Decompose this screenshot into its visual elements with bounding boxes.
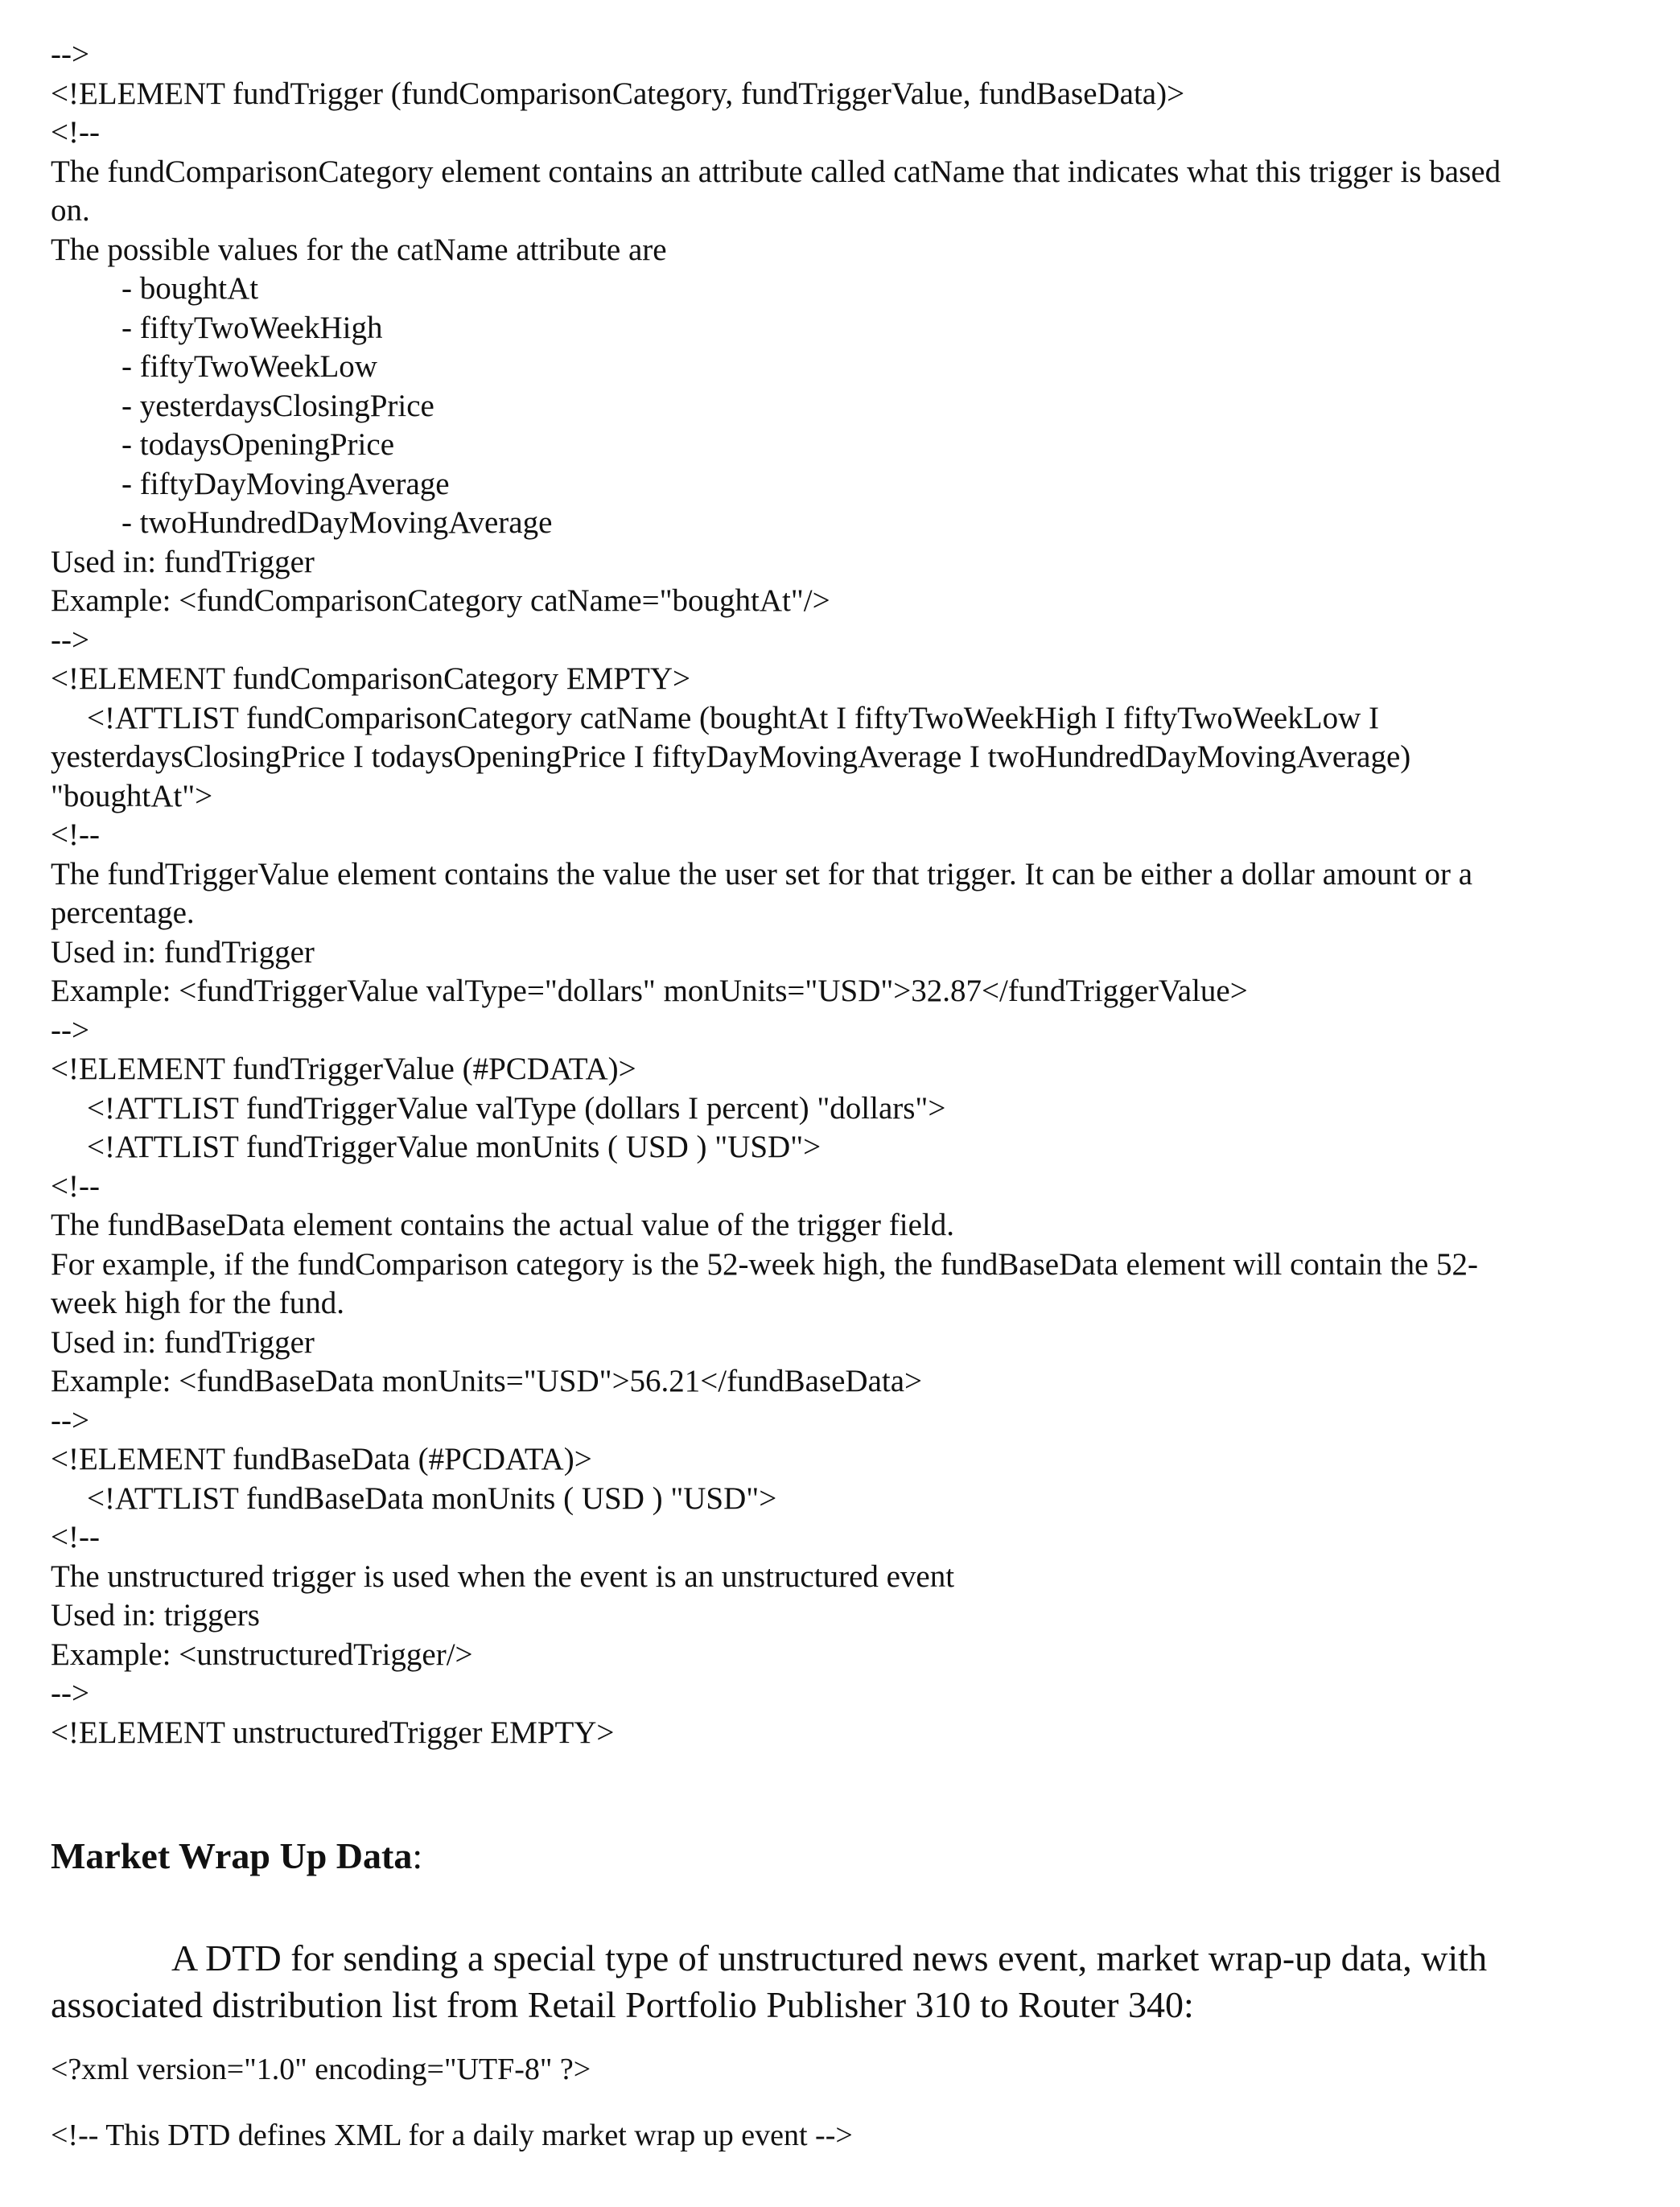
code-line: Example: <fundComparisonCategory catName="boughtAt"/> (51, 582, 1652, 621)
dtd-code-block (51, 35, 1652, 1752)
code-line: The fundBaseData element contains the actual value of the trigger field. (51, 1206, 1652, 1246)
code-line: The fundTriggerValue element contains the value the user set for that trigger. It can be either a dollar amount or a (51, 855, 1652, 895)
code-line: <!ATTLIST fundTriggerValue valType (dollars I percent) "dollars"> (51, 1089, 1652, 1129)
list-item: - yesterdaysClosingPrice (51, 387, 1652, 426)
code-line: Used in: fundTrigger (51, 1324, 1652, 1363)
code-line: week high for the fund. (51, 1284, 1652, 1324)
code-line: --> (51, 621, 1652, 661)
section-heading (51, 1834, 422, 1877)
section-heading-colon: : (412, 1835, 422, 1876)
code-line: on. (51, 191, 1652, 231)
code-line: Used in: triggers (51, 1596, 1652, 1636)
code-line: The possible values for the catName attribute are (51, 231, 1652, 270)
code-line: --> (51, 1402, 1652, 1441)
code-line: Example: <fundBaseData monUnits="USD">56.21</fundBaseData> (51, 1362, 1652, 1402)
code-line: The unstructured trigger is used when the event is an unstructured event (51, 1558, 1652, 1597)
code-line: --> (51, 35, 1652, 75)
code-line: <!ELEMENT fundBaseData (#PCDATA)> (51, 1440, 1652, 1480)
dtd-comment: <!-- This DTD defines XML for a daily market wrap up event --> (51, 2118, 853, 2153)
list-item: - fiftyDayMovingAverage (51, 465, 1652, 504)
list-item: - boughtAt (51, 270, 1652, 309)
code-line: <!ATTLIST fundTriggerValue monUnits ( USD ) "USD"> (51, 1128, 1652, 1167)
code-line: <!-- (51, 1518, 1652, 1558)
code-line: Example: <unstructuredTrigger/> (51, 1636, 1652, 1675)
code-line: --> (51, 1674, 1652, 1714)
code-line: <!ELEMENT unstructuredTrigger EMPTY> (51, 1714, 1652, 1753)
code-line: Used in: fundTrigger (51, 933, 1652, 973)
code-line: yesterdaysClosingPrice I todaysOpeningPrice I fiftyDayMovingAverage I twoHundredDayMovingAverage) (51, 738, 1652, 777)
code-line: <!ELEMENT fundComparisonCategory EMPTY> (51, 660, 1652, 699)
section-paragraph: A DTD for sending a special type of unstructured news event, market wrap-up data, with associated distribution list from Retail Portfolio Publisher 310 to Router 340: (51, 1935, 1628, 2028)
code-line: <!ELEMENT fundTrigger (fundComparisonCategory, fundTriggerValue, fundBaseData)> (51, 75, 1652, 114)
code-line: <!-- (51, 113, 1652, 153)
section-heading-text: Market Wrap Up Data (51, 1835, 412, 1876)
code-line: percentage. (51, 894, 1652, 933)
code-line: <!-- (51, 816, 1652, 855)
code-line: <!ATTLIST fundComparisonCategory catName (boughtAt I fiftyTwoWeekHigh I fiftyTwoWeekLow I (51, 699, 1652, 739)
code-line: The fundComparisonCategory element contains an attribute called catName that indicates what this trigger is based (51, 153, 1652, 192)
code-line: <!-- (51, 1167, 1652, 1207)
code-line: <!ATTLIST fundBaseData monUnits ( USD ) "USD"> (51, 1480, 1652, 1519)
code-line: Used in: fundTrigger (51, 543, 1652, 583)
code-line: For example, if the fundComparison category is the 52-week high, the fundBaseData element will contain the 52- (51, 1246, 1652, 1285)
list-item: - todaysOpeningPrice (51, 426, 1652, 465)
list-item: - twoHundredDayMovingAverage (51, 504, 1652, 543)
code-line: <!ELEMENT fundTriggerValue (#PCDATA)> (51, 1050, 1652, 1089)
code-line: "boughtAt"> (51, 777, 1652, 817)
xml-declaration: <?xml version="1.0" encoding="UTF-8" ?> (51, 2052, 591, 2087)
code-line: --> (51, 1011, 1652, 1051)
list-item: - fiftyTwoWeekLow (51, 348, 1652, 387)
list-item: - fiftyTwoWeekHigh (51, 309, 1652, 348)
code-line: Example: <fundTriggerValue valType="dollars" monUnits="USD">32.87</fundTriggerValue> (51, 972, 1652, 1011)
